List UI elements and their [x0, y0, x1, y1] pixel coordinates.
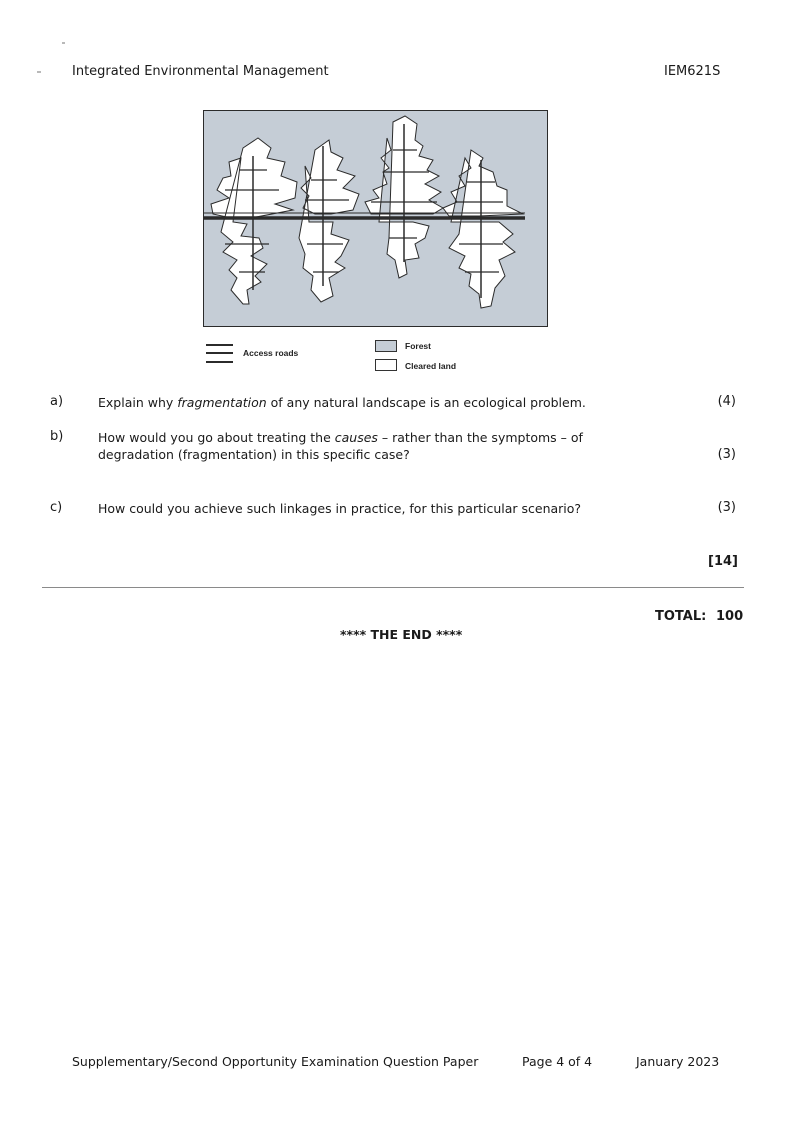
question-b-emphasis: causes — [334, 430, 378, 445]
question-b-marks: (3) — [717, 447, 736, 462]
question-c-text: How could you achieve such linkages in practice, for this particular scenario? — [98, 501, 582, 516]
question-b-text — [98, 429, 658, 463]
question-b-text-end: – rather than the symptoms – of degradation (fragmentation) in this specific case? — [98, 430, 583, 462]
legend-roads-label: Access roads — [243, 348, 299, 358]
question-b-number: b) — [50, 429, 64, 444]
question-b-text-start: How would you go about treating the — [98, 430, 335, 445]
question-a-marks: (4) — [717, 394, 736, 409]
question-a-text-end: of any natural landscape is an ecological problem. — [266, 395, 586, 410]
footer-date: January 2023 — [636, 1054, 720, 1069]
fragmentation-figure — [203, 110, 548, 327]
section-total: [14] — [708, 554, 738, 569]
question-c-marks: (3) — [717, 500, 736, 515]
legend-forest-label: Forest — [405, 341, 431, 351]
legend-roads-symbol — [206, 344, 233, 364]
course-code: IEM621S — [664, 64, 721, 79]
scan-speck — [62, 42, 65, 44]
question-a-text-start: Explain why — [98, 395, 178, 410]
course-title: Integrated Environmental Management — [72, 64, 329, 79]
footer-page-number: Page 4 of 4 — [522, 1054, 593, 1069]
legend-cleared-swatch — [375, 359, 397, 371]
total-value: 100 — [716, 609, 744, 624]
question-a-text — [98, 394, 658, 411]
the-end: **** THE END **** — [340, 627, 463, 642]
question-c-number: c) — [50, 500, 63, 515]
question-a-number: a) — [50, 394, 64, 409]
divider-rule — [42, 587, 744, 588]
legend-cleared-label: Cleared land — [405, 361, 457, 371]
landscape-map — [203, 110, 548, 327]
total-label: TOTAL: — [655, 609, 707, 624]
scan-speck — [37, 71, 41, 73]
legend-forest-swatch — [375, 340, 397, 352]
question-a-emphasis: fragmentation — [177, 395, 267, 410]
footer-paper-type: Supplementary/Second Opportunity Examination Question Paper — [72, 1054, 479, 1069]
